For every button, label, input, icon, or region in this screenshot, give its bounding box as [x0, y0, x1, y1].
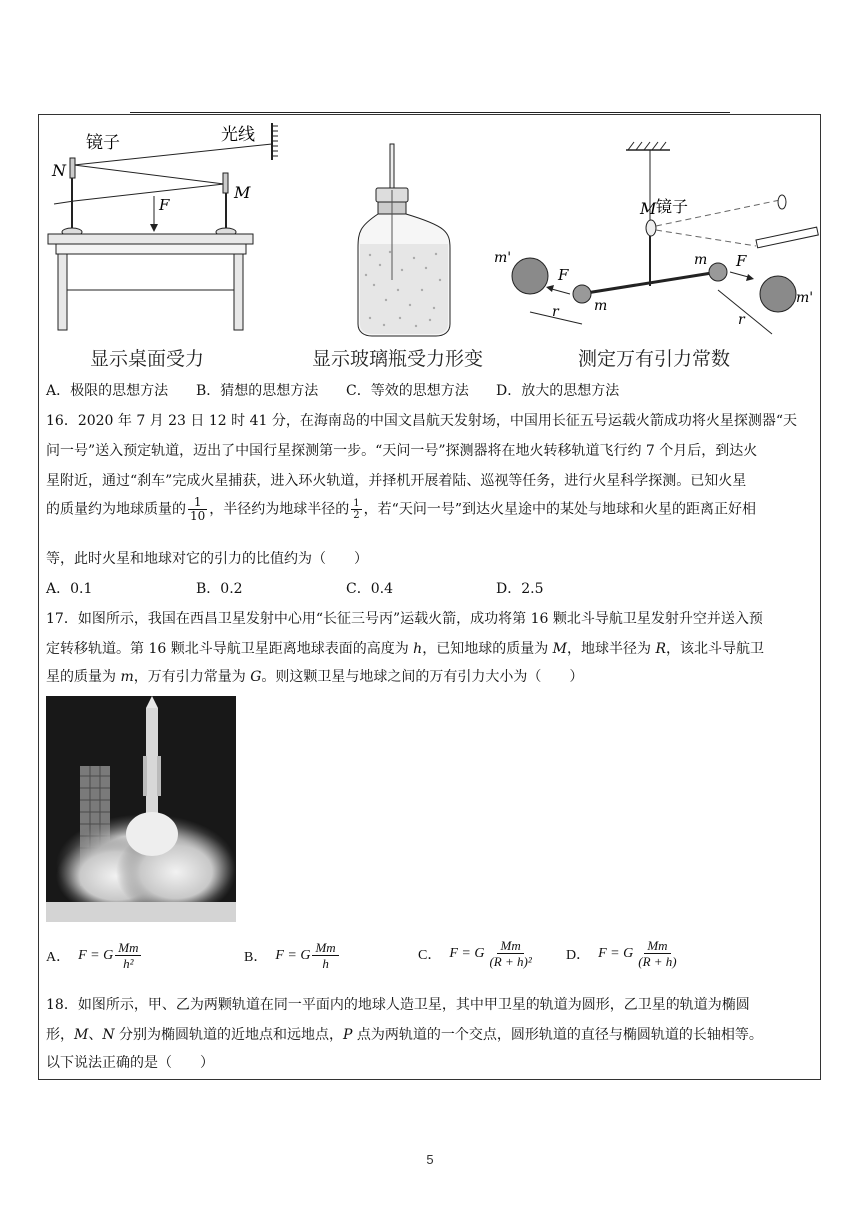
page-number: 5: [426, 1152, 434, 1167]
fraction-one-tenth: $\frac{1}{10}$: [190, 495, 206, 523]
q15-option-d: D．放大的思想方法: [496, 383, 620, 399]
figure-caption-3: 测定万有引力常数: [578, 348, 731, 370]
q17-option-a: A． F = G Mm h²: [46, 940, 141, 971]
q16-option-c: C．0.4: [346, 581, 393, 597]
q17-option-b: B． F = G Mm h: [244, 940, 339, 971]
q16-option-a: A．0.1: [46, 581, 93, 597]
q17-option-c: C． F = G Mm (R + h)²: [418, 938, 532, 969]
label-m-left: m: [594, 298, 608, 314]
label-mirror: 镜子: [86, 133, 120, 153]
figure-table-force: [46, 118, 286, 338]
label-m-prime-left: m': [494, 250, 512, 266]
q16-line-4-c: ，若“天问一号”到达火星途中的某处与地球和火星的距离正好相: [363, 501, 756, 518]
q16-option-b: B．0.2: [196, 581, 243, 597]
label-m-prime-right: m': [796, 290, 814, 306]
label-M: M: [234, 183, 251, 202]
q16-line-3: 星附近，通过“刹车”完成火星捕获，进入环火轨道，并择机开展着陆、巡视等任务，进行火星科学探测。已知火星: [46, 473, 747, 489]
label-M: M: [640, 199, 657, 218]
label-N: N: [52, 161, 66, 180]
q16-line-4-b: ，半径约为地球半径的: [209, 501, 350, 518]
label-mirror: 镜子: [656, 197, 689, 216]
label-F-right: F: [736, 252, 747, 270]
q17-line-3: 星的质量为 m，万有引力常量为 G。则这颗卫星与地球之间的万有引力大小为（ ）: [46, 669, 584, 685]
q15-option-a: A．极限的思想方法: [46, 383, 169, 399]
q15-option-b: B．猜想的思想方法: [196, 383, 319, 399]
fraction-one-half: $\frac{1}{2}$: [353, 498, 360, 521]
q18-line-3: 以下说法正确的是（ ）: [46, 1055, 214, 1071]
label-F: F: [159, 196, 170, 214]
label-r-left: r: [552, 304, 559, 320]
label-F-left: F: [558, 266, 569, 284]
q18-line-2: 形，M、N 分别为椭圆轨道的近地点和远地点，P 点为两轨道的一个交点，圆形轨道的直径与椭圆轨道的长轴相等。: [46, 1027, 763, 1043]
label-light: 光线: [221, 125, 255, 145]
q17-line-1: 17．如图所示，我国在西昌卫星发射中心用“长征三号丙”运载火箭，成功将第 16 颗北斗导航卫星发射升空并送入预: [46, 611, 763, 627]
q17-option-d: D． F = G Mm (R + h): [566, 938, 677, 969]
label-m-right: m: [694, 252, 708, 268]
figure-caption-2: 显示玻璃瓶受力形变: [312, 348, 484, 370]
q18-line-1: 18．如图所示，甲、乙为两颗轨道在同一平面内的地球人造卫星，其中甲卫星的轨道为圆形，乙卫星的轨道为椭圆: [46, 997, 750, 1013]
rocket-launch-photo: [46, 696, 236, 922]
q16-option-d: D．2.5: [496, 581, 544, 597]
figure-caption-1: 显示桌面受力: [90, 348, 205, 370]
q16-line-5: 等，此时火星和地球对它的引力的比值约为（ ）: [46, 551, 368, 567]
label-r-right: r: [738, 312, 745, 328]
header-rule: [130, 112, 730, 113]
q17-line-2: 定转移轨道。第 16 颗北斗导航卫星距离地球表面的高度为 h，已知地球的质量为 M，地球半径为 R，该北斗导航卫: [46, 641, 764, 657]
q15-option-c: C．等效的思想方法: [346, 383, 469, 399]
q16-line-4-a: 的质量约为地球质量的: [46, 501, 186, 518]
figure-torsion-balance: [490, 136, 820, 346]
q16-line-1: 16．2020 年 7 月 23 日 12 时 41 分，在海南岛的中国文昌航天发射场，中国用长征五号运载火箭成功将火星探测器“天: [46, 413, 798, 429]
q16-line-2: 问一号”送入预定轨道，迈出了中国行星探测第一步。“天问一号”探测器将在地火转移轨道飞行约 7 个月后，到达火: [46, 443, 758, 459]
q16-line-4: [46, 496, 756, 523]
figure-glass-bottle: [340, 140, 470, 340]
